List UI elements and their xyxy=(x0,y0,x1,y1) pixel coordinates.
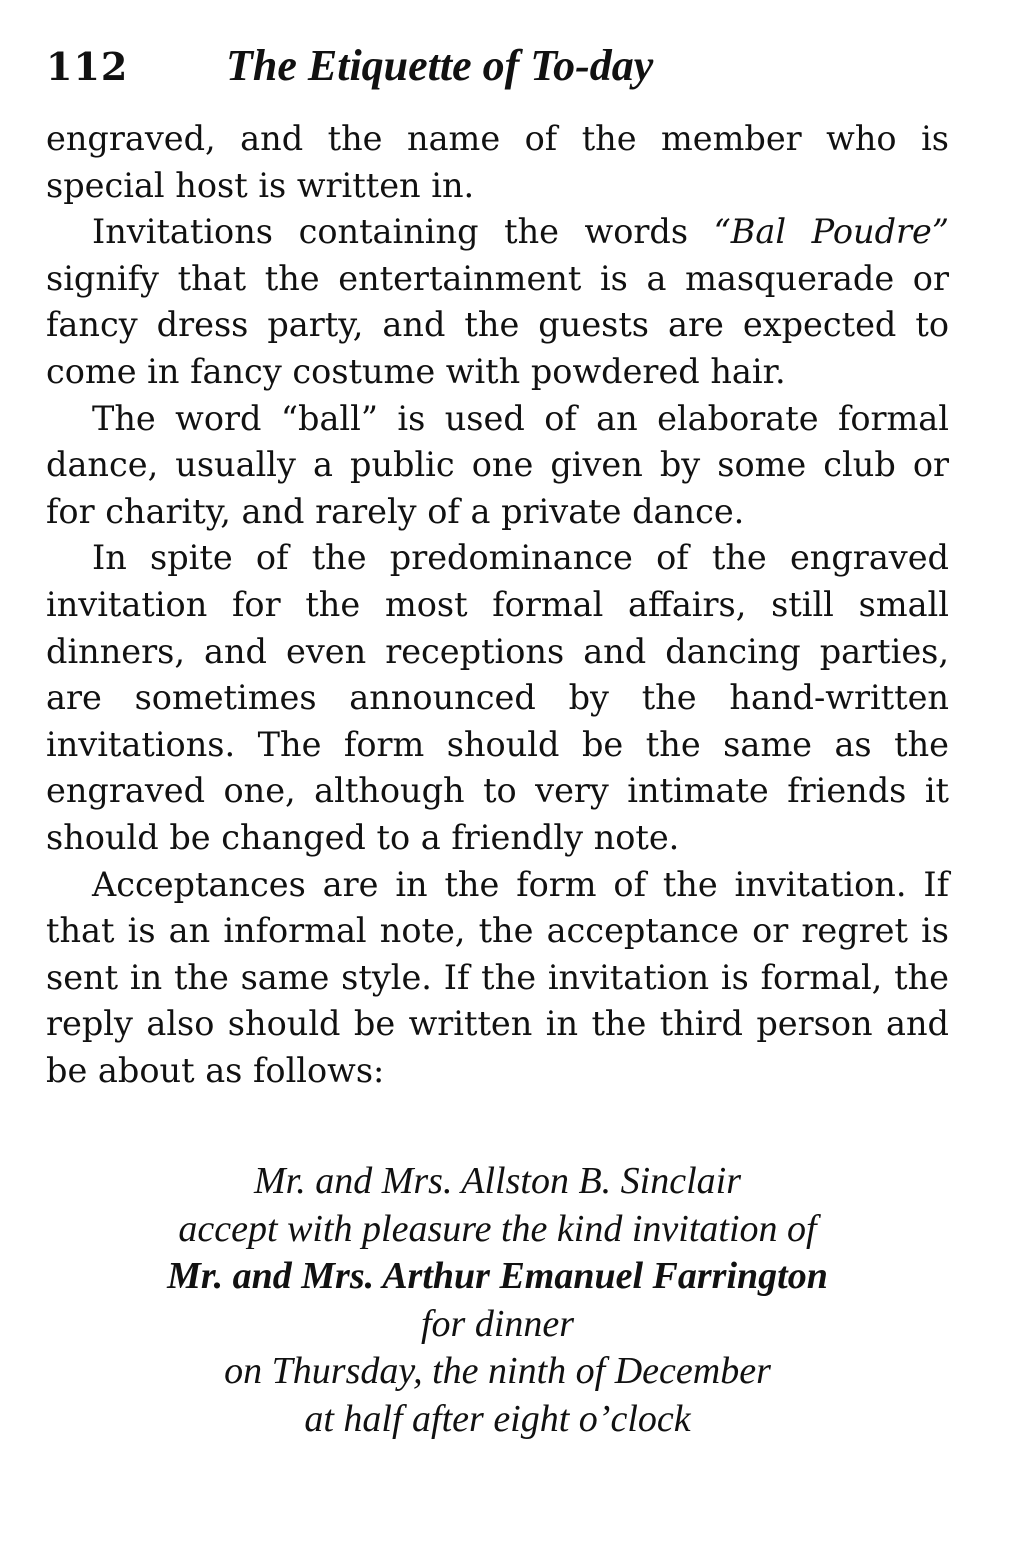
reply-line: accept with pleasure the kind invitation of xyxy=(178,1207,817,1250)
reply-line: Mr. and Mrs. Arthur Emanuel Farrington xyxy=(167,1255,828,1298)
paragraph-acceptances: Acceptances are in the form of the invitation. If that is an informal note, the acceptance or regret is sent in the same style. If the invitation is formal, the reply also should be written in the third person and be about as follows: xyxy=(46,864,949,1090)
reply-line: at half after eight o’clock xyxy=(304,1397,691,1440)
paragraph-text: signify that the entertainment is a masquerade or fancy dress party, and the guests are expected to come in fancy costume with powdered hair. xyxy=(46,258,949,391)
sample-reply xyxy=(46,1158,949,1443)
page-header xyxy=(46,40,949,116)
body-text xyxy=(46,116,949,1094)
paragraph-text: Invitations containing the words xyxy=(92,212,714,252)
page-number: 112 xyxy=(46,44,129,89)
paragraph-bal-poudre xyxy=(46,209,949,395)
reply-line: on Thursday, the ninth of December xyxy=(224,1350,771,1393)
paragraph-ball: The word “ball” is used of an elaborate formal dance, usually a public one given by some club or for charity, and rarely of a private dance. xyxy=(46,398,949,531)
paragraph-continued: engraved, and the name of the member who is special host is written in. xyxy=(46,119,949,205)
running-title: The Etiquette of To-day xyxy=(226,41,654,90)
paragraph-handwritten: In spite of the predominance of the engraved invitation for the most formal affairs, still small dinners, and even receptions and dancing parties, are sometimes announced by the hand-written invitations. The form should be the same as the engraved one, although to very intimate friends it should be changed to a friendly note. xyxy=(46,538,949,857)
italic-phrase: “Bal Poudre” xyxy=(713,212,949,252)
reply-line: for dinner xyxy=(420,1302,575,1345)
reply-line: Mr. and Mrs. Allston B. Sinclair xyxy=(254,1160,741,1203)
